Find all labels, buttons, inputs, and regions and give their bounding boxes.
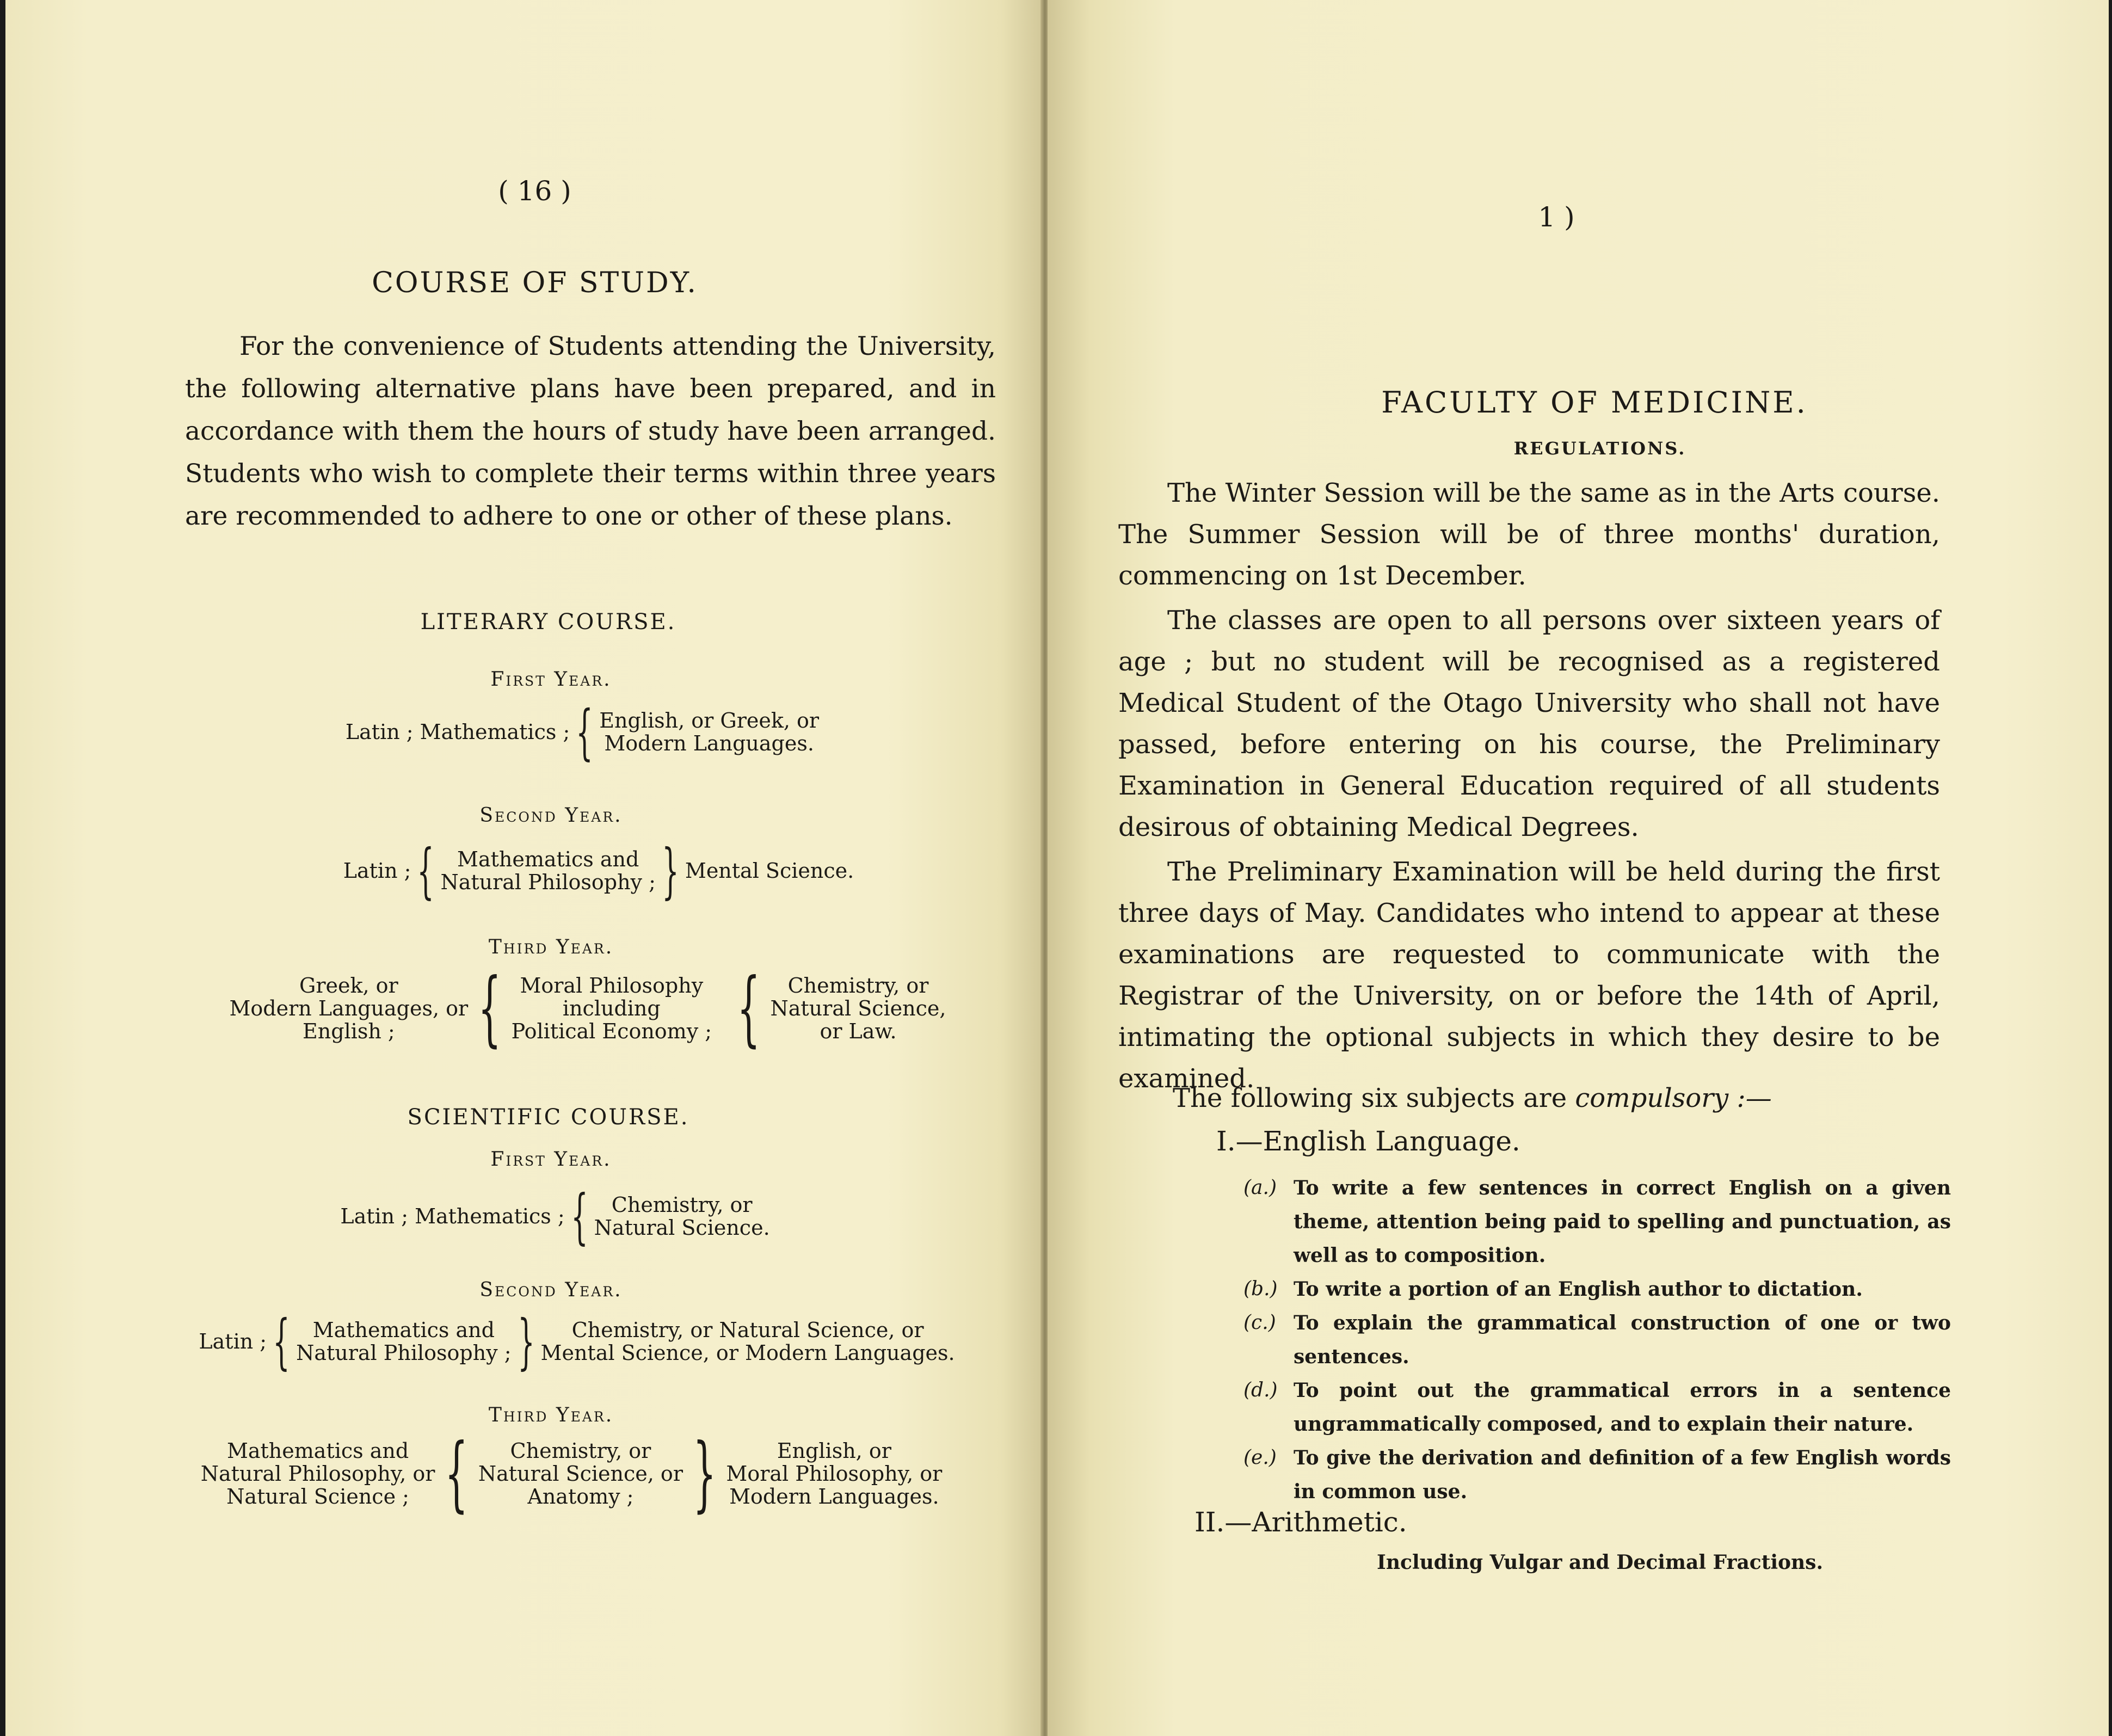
- intro-paragraph: For the convenience of Students attending the University, the following alternative plans have been prepared, and in accordance with them the hours of study have been arranged. Students who wish to complete their terms within three years are recommended to adhere to one or other of these plans.: [185, 331, 996, 531]
- page-title: COURSE OF STUDY.: [372, 267, 698, 299]
- subject-options: Mathematics and Natural Philosophy ;: [296, 1318, 512, 1365]
- brace-open-icon: {: [445, 1426, 469, 1521]
- literary-third-year-heading: Third Year.: [488, 936, 614, 958]
- literary-first-year-row: [310, 697, 854, 767]
- list-item: (e.) To give the derivation and definition of a few English words in common use.: [1243, 1446, 1951, 1503]
- scientific-third-year-heading: Third Year.: [488, 1404, 614, 1426]
- subject-options: Moral Philosophy including Political Economy ;: [511, 974, 712, 1043]
- regulations-body: [1118, 472, 1940, 1099]
- brace-open-icon: {: [273, 1307, 290, 1376]
- list-item: (c.) To explain the grammatical construction of one or two sentences.: [1243, 1312, 1951, 1368]
- subject-options: Chemistry, or Natural Science.: [594, 1193, 770, 1240]
- subject-group: Latin ;: [199, 1329, 267, 1353]
- subject-options: Mathematics and Natural Philosophy, or Natural Science ;: [200, 1439, 435, 1509]
- subject-heading: I.—English Language.: [1216, 1125, 1520, 1157]
- brace-open-icon: {: [576, 697, 593, 767]
- brace-close-icon: }: [517, 1307, 535, 1376]
- subject-group: Mental Science.: [685, 859, 854, 883]
- scientific-course-heading: SCIENTIFIC COURSE.: [407, 1105, 689, 1130]
- literary-course-heading: LITERARY COURSE.: [420, 610, 676, 635]
- left-page: [5, 0, 1042, 1736]
- subject-options: English, or Greek, or Modern Languages.: [599, 709, 820, 755]
- right-page: [1048, 0, 2109, 1736]
- subject-group: Latin ; Mathematics ;: [340, 1204, 565, 1228]
- subject-options: Chemistry, or Natural Science, or Law.: [770, 974, 946, 1043]
- literary-first-year-heading: First Year.: [490, 668, 612, 691]
- list-item: (d.) To point out the grammatical errors in a sentence ungrammatically composed, and to explain their nature.: [1243, 1379, 1951, 1436]
- brace-close-icon: }: [693, 1426, 717, 1521]
- subject-group: Latin ;: [343, 859, 411, 883]
- brace-open-icon: {: [417, 836, 435, 906]
- scientific-first-year-row: [310, 1181, 800, 1251]
- brace-close-icon: }: [662, 836, 679, 906]
- literary-third-year-row: [212, 961, 963, 1056]
- compulsory-word: compulsory :—: [1575, 1083, 1772, 1113]
- subject-options: English, or Moral Philosophy, or Modern Languages.: [726, 1439, 943, 1509]
- page-number: ( 16 ): [498, 175, 571, 207]
- brace-open-icon: {: [478, 961, 502, 1056]
- english-requirements-list: [1243, 1171, 1951, 1509]
- compulsory-line: The following six subjects are compulsory :—: [1173, 1083, 1772, 1113]
- scientific-second-year-heading: Second Year.: [479, 1279, 623, 1301]
- page-title: FACULTY OF MEDICINE.: [1381, 385, 1808, 420]
- literary-second-year-heading: Second Year.: [479, 804, 623, 827]
- scientific-second-year-row: [180, 1307, 974, 1376]
- list-item: (a.) To write a few sentences in correct English on a given theme, attention being paid to spelling and punctuation, as well as to composition.: [1243, 1177, 1951, 1267]
- subject-group: Latin ; Mathematics ;: [345, 720, 570, 744]
- subject-options: Chemistry, or Natural Science, or Mental Science, or Modern Languages.: [540, 1318, 955, 1365]
- subject-note: Including Vulgar and Decimal Fractions.: [1377, 1551, 1823, 1574]
- page-subtitle: REGULATIONS.: [1513, 438, 1686, 459]
- brace-open-icon: {: [570, 1181, 588, 1251]
- page-number: 1 ): [1538, 201, 1575, 233]
- subject-heading: II.—Arithmetic.: [1194, 1506, 1407, 1538]
- subject-options: Greek, or Modern Languages, or English ;: [229, 974, 469, 1043]
- paragraph-examination: The Preliminary Examination will be held during the first three days of May. Candidates who intend to appear at these examinations are requested to communicate with the Registrar of the University, on or before the 14th of April, intimating the optional subjects in which they desire to be examined.: [1118, 857, 1940, 1094]
- literary-second-year-row: [299, 836, 898, 906]
- list-item: (b.) To write a portion of an English author to dictation.: [1243, 1278, 1863, 1301]
- paragraph-sessions: The Winter Session will be the same as in the Arts course. The Summer Session will be of three months' duration, commencing on 1st December.: [1118, 478, 1940, 591]
- subject-options: Chemistry, or Natural Science, or Anatomy ;: [478, 1439, 683, 1509]
- brace-open-icon: {: [737, 961, 761, 1056]
- subject-options: Mathematics and Natural Philosophy ;: [440, 847, 656, 894]
- scientific-first-year-heading: First Year.: [490, 1148, 612, 1171]
- paragraph-admission: The classes are open to all persons over sixteen years of age ; but no student will be recognised as a registered Medical Student of the Otago University who shall not have passed, before entering on his course, the Preliminary Examination in General Education required of all students desirous of obtaining Medical Degrees.: [1118, 605, 1940, 842]
- scientific-third-year-row: [169, 1426, 974, 1521]
